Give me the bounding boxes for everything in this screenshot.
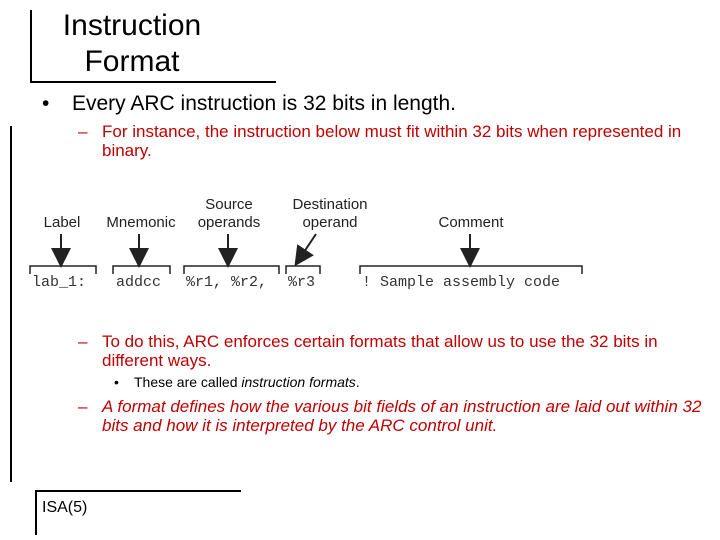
code-mnemonic: addcc [116,274,162,291]
diagram-label-destination [280,196,380,232]
bullet-1-2-1-prefix: These are called [134,374,242,390]
dest-bracket [286,266,320,274]
footer-horizontal-rule [35,490,241,492]
diagram-label-label: Label [43,214,81,231]
code-dest: %r3 [288,274,316,291]
code-comment: ! Sample assembly code [362,274,561,291]
bullet-symbol: • [42,92,50,115]
dest-line-1: Destination [292,196,368,213]
bullet-1-2-1-emphasis: instruction formats [241,374,356,390]
source-line-2: operands [197,214,261,231]
title-line-2: Format [84,45,180,78]
source-bracket [184,266,279,274]
title-line-1: Instruction [62,9,202,42]
slide-footer: ISA(5) [42,499,88,516]
dash-symbol: – [78,332,88,351]
bullet-1-2 [78,332,712,370]
code-source: %r1, %r2, [186,274,268,291]
bullet-1-3-text: A format defines how the various bit fields of an instruction are laid out within 32 bits and how it is interpreted by the ARC control unit. [102,397,702,435]
bullet-1-text: Every ARC instruction is 32 bits in length. [72,92,457,115]
bullet-1-3 [78,397,702,435]
dash-symbol: – [78,122,88,141]
bullet-1-1-text: For instance, the instruction below must fit within 32 bits when represented in binary. [102,122,682,160]
code-label: lab_1: [32,274,87,291]
label-bracket [30,266,96,274]
bullet-1-2-1-suffix: . [355,374,360,390]
footer-vertical-rule [35,490,37,535]
source-line-1: Source [205,196,253,213]
mnemonic-bracket [113,266,170,274]
diagram-label-source [188,196,270,232]
comment-bracket [360,266,582,274]
dest-line-2: operand [302,214,358,231]
bullet-1-2-text: To do this, ARC enforces certain formats that allow us to use the 32 bits in different ways. [102,332,658,370]
dash-symbol: – [78,397,88,416]
dest-arrow [300,234,316,258]
diagram-label-comment: Comment [438,214,504,231]
bullet-symbol: • [114,374,119,390]
bullet-1-2-1 [114,374,360,391]
diagram-label-mnemonic: Mnemonic [106,214,176,231]
